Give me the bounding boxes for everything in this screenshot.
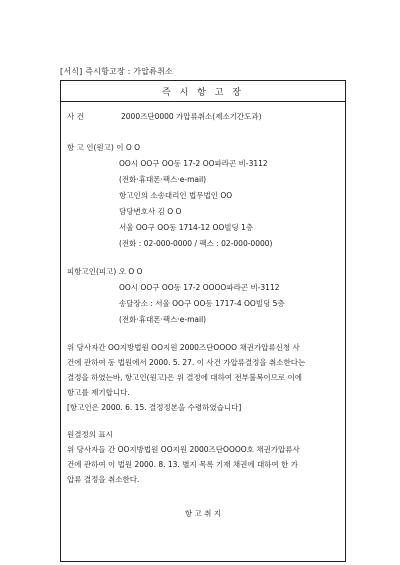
appellant-address: OO시 OO구 OO동 17-2 OO파라곤 비-3112 (119, 159, 268, 168)
appellant-attorney-name: 담당변호사 김 O O (119, 207, 182, 216)
appellant-attorney-firm: 항고인의 소송대리인 법무법인 OO (119, 191, 233, 200)
form-label: [서식] 즉시항고장 : 가압류취소 (60, 67, 173, 76)
appeal-document (60, 80, 346, 562)
appellant-attorney-phone: (전화 : 02-000-0000 / 팩스 : 02-000-0000) (119, 239, 273, 248)
body-line: 항고를 제기합니다. (67, 388, 130, 397)
case-value: 2000즈단0000 가압류취소(제소기간도과) (121, 112, 262, 121)
body-line: 결정을 하였는바, 항고인(원고)은 위 결정에 대하여 전부불복이므로 이에 (67, 373, 303, 382)
body-line: 건에 관하여 동 법원에서 2000. 5. 27. 이 사건 가압류결정을 취소한다는 (67, 358, 306, 367)
appellant-label: 항 고 인(원고) 이 O O (67, 143, 141, 152)
original-decision-line: 건에 관하여 이 법원 2000. 8. 13. 별지 목록 기재 채권에 대하여 한 가 (67, 460, 298, 469)
appellee-service-address: 송달장소 : 서울 OO구 OO동 1717-4 OO빌딩 5층 (119, 299, 285, 308)
appellee-address: OO시 OO구 OO동 17-2 OOOO파라곤 비-3112 (119, 283, 280, 292)
appellee-contact: (전화·휴대폰·팩스·e-mail) (119, 315, 207, 324)
original-decision-line: 위 당사자들 간 OO지방법원 OO지원 2000즈단OOOO호 채권가압류사 (67, 445, 300, 454)
body-note: [항고인은 2000. 6. 15. 결정정본을 수령하였습니다] (67, 403, 242, 412)
original-decision-line: 압류 결정을 취소한다. (67, 475, 140, 484)
body-line: 위 당사자간 OO지방법원 OO지원 2000즈단OOOO 채권가압류신청 사 (67, 343, 300, 352)
case-label: 사 건 (67, 112, 84, 121)
appellant-attorney-address: 서울 OO구 OO동 1714-12 OO빌딩 1층 (119, 223, 254, 232)
original-decision-heading: 원결정의 표시 (67, 430, 113, 439)
document-title: 즉 시 항 고 장 (61, 81, 345, 102)
purpose-heading: 항 고 취 지 (184, 509, 222, 518)
appellant-contact: (전화·휴대폰·팩스·e-mail) (119, 175, 207, 184)
appellee-label: 피항고인(피고) 오 O O (67, 267, 143, 276)
